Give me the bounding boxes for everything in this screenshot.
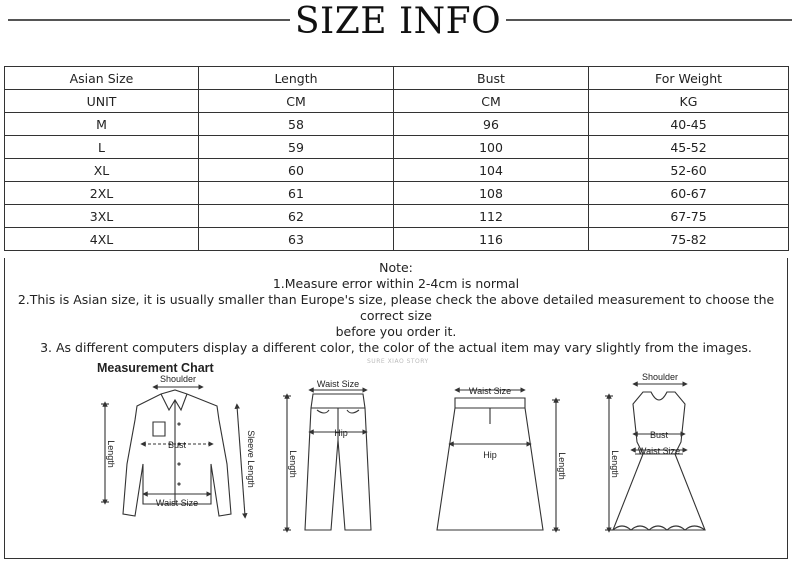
- dress-waist-label: Waist Size: [637, 446, 681, 456]
- table-cell: CM: [199, 90, 394, 113]
- garment-diagrams: [5, 354, 787, 554]
- note-line-2: 2.This is Asian size, it is usually smaller than Europe's size, please check the above detailed measurement to choose the correct size: [17, 292, 775, 323]
- table-cell: Length: [199, 67, 394, 90]
- skirt-waist-label: Waist Size: [468, 386, 512, 396]
- page-title: SIZE INFO: [294, 1, 502, 42]
- table-cell: UNIT: [5, 90, 199, 113]
- size-table: [4, 66, 789, 251]
- table-cell: 62: [199, 205, 394, 228]
- shirt-diagram: [101, 387, 245, 516]
- measurement-chart-title: Measurement Chart: [97, 361, 214, 375]
- pants-hip-label: Hip: [334, 428, 348, 438]
- table-row: [5, 205, 789, 228]
- dress-bust-label: Bust: [649, 430, 669, 440]
- table-cell: 3XL: [5, 205, 199, 228]
- table-cell: Asian Size: [5, 67, 199, 90]
- note-line-2-cont: before you order it.: [335, 324, 457, 339]
- note-title: Note:: [379, 260, 413, 275]
- shirt-sleeve-label: Sleeve Length: [246, 430, 256, 488]
- table-cell: M: [5, 113, 199, 136]
- table-cell: 52-60: [589, 159, 789, 182]
- table-cell: 116: [394, 228, 589, 251]
- table-cell: KG: [589, 90, 789, 113]
- table-cell: 2XL: [5, 182, 199, 205]
- table-cell: CM: [394, 90, 589, 113]
- table-cell: 96: [394, 113, 589, 136]
- table-row: [5, 136, 789, 159]
- pants-waist-label: Waist Size: [316, 379, 360, 389]
- table-cell: 60: [199, 159, 394, 182]
- table-cell: 67-75: [589, 205, 789, 228]
- shirt-shoulder-label: Shoulder: [159, 374, 197, 384]
- table-header-row: [5, 67, 789, 90]
- table-cell: 104: [394, 159, 589, 182]
- table-cell: 59: [199, 136, 394, 159]
- dress-shoulder-label: Shoulder: [641, 372, 679, 382]
- watermark: SURE XIAO STORY: [367, 358, 429, 365]
- shirt-bust-label: Bust: [167, 440, 187, 450]
- measurement-chart: [5, 354, 787, 554]
- table-cell: 60-67: [589, 182, 789, 205]
- table-row: [5, 159, 789, 182]
- table-cell: L: [5, 136, 199, 159]
- pants-length-label: Length: [288, 450, 298, 478]
- skirt-hip-label: Hip: [483, 450, 497, 460]
- table-cell: 100: [394, 136, 589, 159]
- table-cell: 75-82: [589, 228, 789, 251]
- shirt-waist-label: Waist Size: [155, 498, 199, 508]
- table-cell: 40-45: [589, 113, 789, 136]
- notes-section: [4, 258, 788, 559]
- table-cell: XL: [5, 159, 199, 182]
- shirt-length-label: Length: [106, 440, 116, 468]
- title-rule-right: [506, 19, 792, 21]
- skirt-length-label: Length: [557, 452, 567, 480]
- table-row: [5, 182, 789, 205]
- table-cell: 45-52: [589, 136, 789, 159]
- table-units-row: [5, 90, 789, 113]
- table-cell: 112: [394, 205, 589, 228]
- table-cell: 61: [199, 182, 394, 205]
- dress-length-label: Length: [610, 450, 620, 478]
- table-cell: For Weight: [589, 67, 789, 90]
- table-cell: 58: [199, 113, 394, 136]
- skirt-diagram: [437, 390, 560, 530]
- table-row: [5, 113, 789, 136]
- title-rule-left: [8, 19, 290, 21]
- table-cell: 63: [199, 228, 394, 251]
- table-cell: 4XL: [5, 228, 199, 251]
- table-cell: Bust: [394, 67, 589, 90]
- note-line-1: 1.Measure error within 2-4cm is normal: [272, 276, 520, 291]
- table-cell: 108: [394, 182, 589, 205]
- table-row: [5, 228, 789, 251]
- size-info-header: [0, 0, 792, 64]
- note-line-3: 3. As different computers display a different color, the color of the actual item may vary slightly from the images.: [40, 340, 752, 355]
